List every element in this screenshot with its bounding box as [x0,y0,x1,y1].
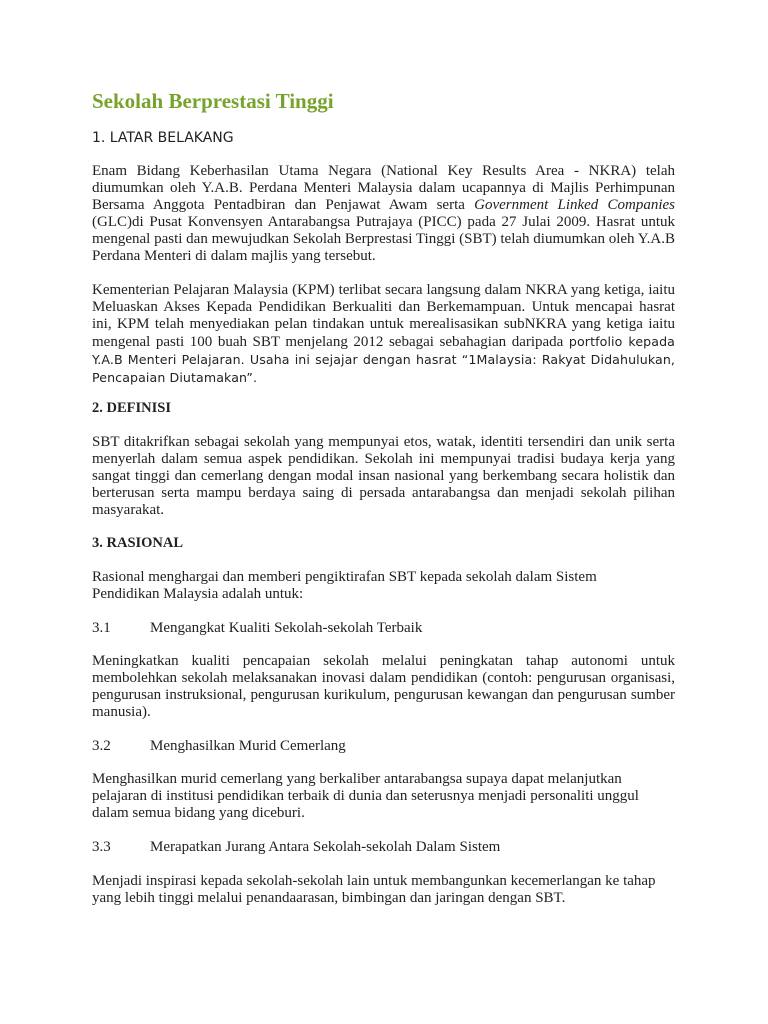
subsection-3-3-paragraph: Menjadi inspirasi kepada sekolah-sekolah lain untuk membangunkan kecemerlangan ke tahap yang lebih tinggi melalui penandaarasan, bimbingan dan jaringan dengan SBT. [92,873,656,906]
section-1-heading: 1. LATAR BELAKANG [92,130,234,146]
subsection-3-2-paragraph: Menghasilkan murid cemerlang yang berkaliber antarabangsa supaya dapat melanjutkan pelajaran di institusi pendidikan terbaik di dunia dan seterusnya menjadi personaliti unggul dalam semua bidang yang diceburi. [92,771,639,821]
document-title: Sekolah Berprestasi Tinggi [92,89,334,113]
section-3-heading: 3. RASIONAL [92,535,184,551]
section-2-paragraph: SBT ditakrifkan sebagai sekolah yang mempunyai etos, watak, identiti tersendiri dan unik serta menyerlah dalam semua aspek pendidikan. Sekolah ini mempunyai tradisi budaya kerja yang sangat tinggi dan cemerlang dengan modal insan nasional yang berkembang secara holistik dan berterusan serta mampu berdaya saing di persada antarabangsa dan menjadi sekolah pilihan masyarakat. [92,434,675,518]
subsection-number: 3.2 [92,738,111,754]
subsection-number: 3.1 [92,620,111,636]
paragraph-italic-text: Government Linked Companies [474,197,675,213]
subsection-3-2-heading [92,738,675,755]
paragraph-text: Enam Bidang Keberhasilan Utama Negara (National Key Results Area - NKRA) telah diumumkan oleh Y.A.B. Perdana Menteri Malaysia dalam ucapannya di Majlis Perhimpunan Bersama Anggota Pentadbiran dan Penjawat Awam serta [92,163,675,213]
paragraph-text: Kementerian Pelajaran Malaysia (KPM) terlibat secara langsung dalam NKRA yang ketiga, iaitu Meluaskan Akses Kepada Pendidikan Berkualiti dan Berkemampuan. Untuk mencapai hasrat ini, KPM telah menyediakan pelan tindakan untuk merealisasikan subNKRA yang ketiga iaitu mengenal pasti 100 buah SBT menjelang 2012 sebagai sebahagian daripada [92,282,675,350]
section-2-heading: 2. DEFINISI [92,400,171,416]
subsection-3-3-heading [92,839,675,856]
section-1-paragraph-1 [92,163,675,265]
subsection-3-1-heading [92,620,675,637]
subsection-3-1-paragraph: Meningkatkan kualiti pencapaian sekolah melalui peningkatan tahap autonomi untuk membolehkan sekolah melaksanakan inovasi dalam pendidikan (contoh: pengurusan organisasi, pengurusan instruksional, pengurusan kurikulum, pengurusan kewangan dan pengurusan sumber manusia). [92,653,675,720]
section-1-paragraph-2 [92,282,675,387]
subsection-number: 3.3 [92,839,111,855]
paragraph-text: (GLC)di Pusat Konvensyen Antarabangsa Putrajaya (PICC) pada 27 Julai 2009. Hasrat untuk mengenal pasti dan mewujudkan Sekolah Berprestasi Tinggi (SBT) telah diumumkan oleh Y.A.B Perdana Menteri di dalam majlis yang tersebut. [92,214,675,264]
section-3-intro: Rasional menghargai dan memberi pengiktirafan SBT kepada sekolah dalam Sistem Pendidikan Malaysia adalah untuk: [92,569,597,602]
paragraph-sans-text: portfolio kepada Y.A.B Menteri Pelajaran. Usaha ini sejajar dengan hasrat “1Malaysia: Rakyat Didahulukan, Pencapaian Diutamakan”. [92,334,675,385]
subsection-title: Mengangkat Kualiti Sekolah-sekolah Terbaik [150,620,423,636]
subsection-title: Merapatkan Jurang Antara Sekolah-sekolah Dalam Sistem [150,839,501,855]
subsection-title: Menghasilkan Murid Cemerlang [150,738,346,754]
